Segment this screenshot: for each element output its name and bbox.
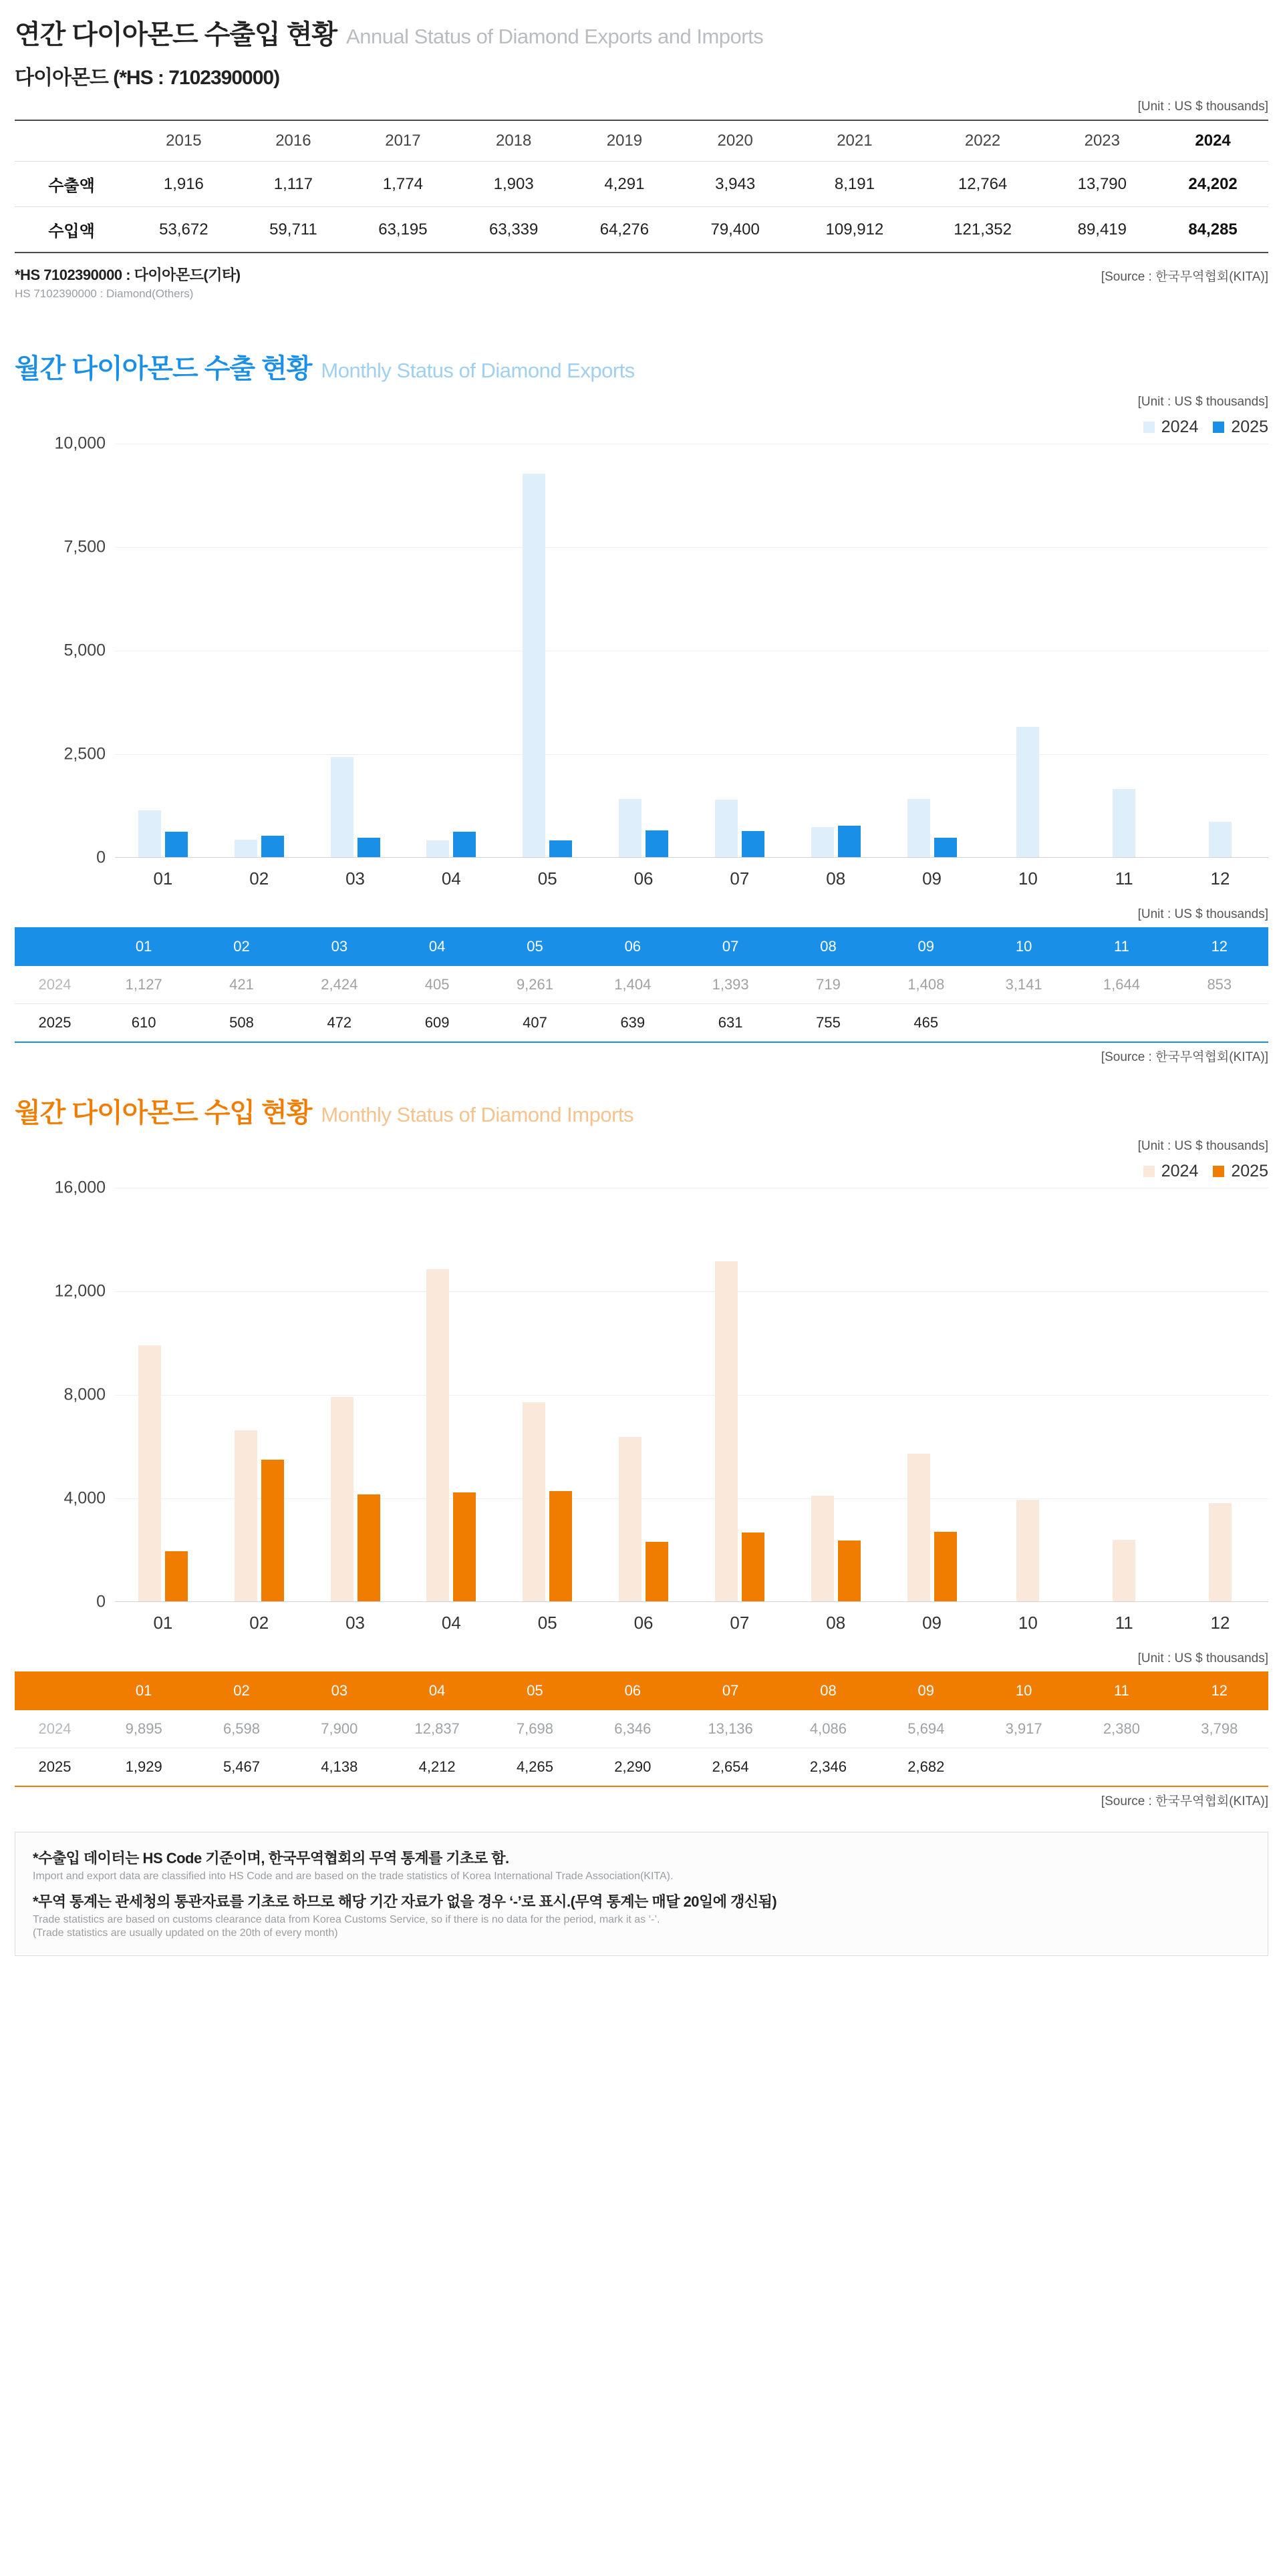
legend-swatch-icon: [1143, 422, 1155, 433]
exports-monthly-table: [15, 927, 1268, 1043]
exports-xtick-12: 12: [1210, 868, 1230, 889]
annual-export-2018: 1,903: [458, 162, 569, 207]
exports-section-header: [0, 347, 1283, 385]
exports-xtick-10: 10: [1018, 868, 1038, 889]
table-row: [15, 1710, 1268, 1748]
exports-col-10: 10: [1015, 938, 1032, 955]
imports-xtick-02: 02: [249, 1613, 269, 1633]
annual-year-2024: 2024: [1157, 120, 1268, 162]
imports-x-axis: [115, 1602, 1268, 1633]
bar-2024-02: [235, 840, 257, 857]
exports-group-01: [123, 444, 204, 857]
imports-title-en: Monthly Status of Diamond Imports: [321, 1103, 634, 1126]
exports-legend-2025: [1213, 418, 1268, 437]
exports-ytick-0: 0: [96, 848, 106, 867]
exports-2024-09: 1,408: [877, 966, 975, 1004]
imports-group-12: [1180, 1188, 1261, 1601]
annual-import-2017: 63,195: [347, 207, 458, 253]
annual-unit-label: [Unit : US $ thousands]: [1137, 100, 1268, 114]
imports-col-03: 03: [331, 1682, 348, 1699]
imports-group-11: [1084, 1188, 1165, 1601]
exports-2024-03: 2,424: [291, 966, 388, 1004]
imports-2025-12: [1171, 1748, 1268, 1787]
bar-2024-01: [138, 1345, 161, 1601]
bar-2024-07: [715, 1261, 738, 1601]
legend-swatch-icon: [1143, 1166, 1155, 1177]
imports-col-06: 06: [624, 1682, 642, 1699]
imports-xtick-10: 10: [1018, 1613, 1038, 1633]
exports-xtick-08: 08: [826, 868, 846, 889]
annual-table: [15, 120, 1268, 253]
exports-col-09: 09: [917, 938, 935, 955]
legend-swatch-icon: [1213, 1166, 1224, 1177]
bar-2024-09: [907, 799, 930, 857]
imports-2024-10: 3,917: [975, 1710, 1073, 1748]
imports-2024-02: 6,598: [192, 1710, 290, 1748]
footnote-2-en: Trade statistics are based on customs clearance data from Korea Customs Service, so if there is no data for the period, mark it as ‘-’.: [33, 1914, 660, 1925]
imports-2025-07: 2,654: [682, 1748, 779, 1787]
annual-row-label-exports: 수출액: [15, 162, 128, 207]
footnote-3-en: (Trade statistics are usually updated on the 20th of every month): [33, 1927, 338, 1939]
imports-legend-2024: [1143, 1162, 1199, 1181]
table-row: [15, 207, 1268, 253]
bar-2025-04: [453, 832, 476, 857]
exports-table-wrap: [0, 927, 1283, 1043]
imports-col-12: 12: [1211, 1682, 1228, 1699]
imports-2025-06: 2,290: [584, 1748, 682, 1787]
bar-2024-03: [331, 1397, 353, 1601]
bar-2025-01: [165, 832, 188, 857]
imports-xtick-05: 05: [537, 1613, 557, 1633]
annual-table-wrap: [0, 120, 1283, 253]
bar-2025-09: [934, 838, 957, 857]
bar-2025-08: [838, 1541, 861, 1601]
imports-unit-label: [Unit : US $ thousands]: [1137, 1139, 1268, 1153]
exports-group-03: [315, 444, 396, 857]
exports-2024-11: 1,644: [1073, 966, 1170, 1004]
bar-2024-06: [619, 1437, 642, 1601]
table-row: [15, 1748, 1268, 1787]
imports-ytick-4000: 4,000: [63, 1488, 106, 1508]
exports-col-03: 03: [331, 938, 348, 955]
imports-2024-01: 9,895: [95, 1710, 192, 1748]
annual-note: [0, 253, 1283, 301]
annual-import-2016: 59,711: [239, 207, 347, 253]
bar-2024-03: [331, 757, 353, 857]
imports-row-label-2024: 2024: [15, 1710, 95, 1748]
bar-2025-05: [549, 840, 572, 857]
imports-2024-07: 13,136: [682, 1710, 779, 1748]
exports-y-axis: [15, 434, 115, 867]
imports-ytick-8000: 8,000: [63, 1385, 106, 1404]
imports-group-05: [507, 1188, 588, 1601]
exports-col-11: 11: [1114, 938, 1129, 955]
imports-2025-09: 2,682: [877, 1748, 975, 1787]
exports-2024-12: 853: [1171, 966, 1268, 1004]
exports-xtick-02: 02: [249, 868, 269, 889]
annual-corner-cell: [15, 120, 128, 162]
annual-subtitle: 다이아몬드 (*HS : 7102390000): [15, 67, 280, 89]
bar-2024-02: [235, 1430, 257, 1601]
imports-col-05: 05: [527, 1682, 543, 1699]
annual-export-2016: 1,117: [239, 162, 347, 207]
exports-xtick-01: 01: [153, 868, 173, 889]
imports-row-label-2025: 2025: [15, 1748, 95, 1787]
bar-2024-01: [138, 810, 161, 857]
exports-group-11: [1084, 444, 1165, 857]
exports-col-07: 07: [722, 938, 739, 955]
imports-col-04: 04: [428, 1682, 446, 1699]
annual-year-2016: 2016: [239, 120, 347, 162]
exports-group-05: [507, 444, 588, 857]
annual-note-en: HS 7102390000 : Diamond(Others): [15, 287, 194, 300]
imports-plot-area: [115, 1188, 1268, 1602]
exports-group-12: [1180, 444, 1261, 857]
exports-col-06: 06: [624, 938, 642, 955]
exports-legend: [15, 415, 1268, 444]
bar-2025-03: [358, 1494, 380, 1601]
imports-bars: [115, 1188, 1268, 1601]
annual-import-2015: 53,672: [128, 207, 239, 253]
annual-year-2015: 2015: [128, 120, 239, 162]
bar-2025-09: [934, 1532, 957, 1601]
bar-2024-10: [1016, 727, 1039, 857]
annual-export-2015: 1,916: [128, 162, 239, 207]
exports-2025-02: 508: [192, 1004, 290, 1043]
annual-source-label: [Source : 한국무역협회(KITA)]: [1101, 270, 1268, 284]
imports-xtick-03: 03: [345, 1613, 366, 1633]
exports-chart-block: [0, 415, 1283, 898]
imports-2025-11: [1073, 1748, 1170, 1787]
annual-year-2020: 2020: [680, 120, 791, 162]
exports-2024-01: 1,127: [95, 966, 192, 1004]
exports-2025-04: 609: [388, 1004, 486, 1043]
exports-col-08: 08: [820, 938, 837, 955]
exports-2024-07: 1,393: [682, 966, 779, 1004]
exports-xtick-04: 04: [441, 868, 461, 889]
annual-export-2022: 12,764: [919, 162, 1047, 207]
bar-2024-10: [1016, 1500, 1039, 1601]
imports-col-09: 09: [917, 1682, 935, 1699]
imports-2024-06: 6,346: [584, 1710, 682, 1748]
annual-import-2023: 89,419: [1046, 207, 1157, 253]
imports-group-07: [699, 1188, 780, 1601]
exports-2025-11: [1073, 1004, 1170, 1043]
exports-table-unit-label: [Unit : US $ thousands]: [1137, 907, 1268, 921]
imports-col-11: 11: [1114, 1682, 1129, 1699]
imports-col-01: 01: [135, 1682, 152, 1699]
imports-2024-03: 7,900: [291, 1710, 388, 1748]
bar-2024-12: [1209, 822, 1232, 857]
exports-bar-chart: [15, 434, 1268, 898]
imports-xtick-01: 01: [153, 1613, 173, 1633]
exports-title-en: Monthly Status of Diamond Exports: [321, 359, 635, 382]
imports-table-wrap: [0, 1671, 1283, 1787]
imports-2025-01: 1,929: [95, 1748, 192, 1787]
annual-title-en: Annual Status of Diamond Exports and Imports: [346, 25, 764, 48]
imports-title-ko: 월간 다이아몬드 수입 현황: [15, 1098, 312, 1128]
imports-xtick-08: 08: [826, 1613, 846, 1633]
footnote-1-en: Import and export data are classified into HS Code and are based on the trade statistics of Korea International Trade Association(KITA).: [33, 1871, 674, 1882]
annual-export-2024: 24,202: [1157, 162, 1268, 207]
bar-2024-08: [811, 827, 834, 857]
annual-year-2021: 2021: [791, 120, 919, 162]
annual-note-ko: *HS 7102390000 : 다이아몬드(기타): [15, 267, 241, 283]
bar-2024-07: [715, 800, 738, 857]
imports-2025-02: 5,467: [192, 1748, 290, 1787]
annual-table-header-row: [15, 120, 1268, 162]
imports-legend: [15, 1159, 1268, 1188]
imports-table-corner: [15, 1671, 95, 1710]
imports-2024-08: 4,086: [779, 1710, 877, 1748]
legend-swatch-icon: [1213, 422, 1224, 433]
bar-2024-05: [523, 1402, 545, 1601]
imports-chart-block: [0, 1159, 1283, 1642]
imports-xtick-06: 06: [633, 1613, 654, 1633]
exports-group-06: [603, 444, 684, 857]
bar-2024-05: [523, 474, 545, 857]
footnote-1-ko: *수출입 데이터는 HS Code 기준이며, 한국무역협회의 무역 통계를 기초로 함.: [33, 1850, 509, 1867]
exports-ytick-7500: 7,500: [63, 537, 106, 556]
imports-2024-11: 2,380: [1073, 1710, 1170, 1748]
annual-year-2023: 2023: [1046, 120, 1157, 162]
imports-bar-chart: [15, 1178, 1268, 1642]
exports-ytick-2500: 2,500: [63, 744, 106, 764]
exports-2024-02: 421: [192, 966, 290, 1004]
imports-2024-09: 5,694: [877, 1710, 975, 1748]
exports-2025-03: 472: [291, 1004, 388, 1043]
annual-import-2022: 121,352: [919, 207, 1047, 253]
imports-col-07: 07: [722, 1682, 739, 1699]
annual-import-2024: 84,285: [1157, 207, 1268, 253]
exports-2025-10: [975, 1004, 1073, 1043]
exports-bars: [115, 444, 1268, 857]
bar-2024-04: [426, 1269, 449, 1601]
annual-export-2020: 3,943: [680, 162, 791, 207]
exports-xtick-06: 06: [633, 868, 654, 889]
imports-source-label: [Source : 한국무역협회(KITA)]: [1101, 1794, 1268, 1808]
imports-2024-05: 7,698: [486, 1710, 583, 1748]
exports-2025-06: 639: [584, 1004, 682, 1043]
exports-group-04: [411, 444, 492, 857]
bar-2025-07: [742, 1533, 764, 1601]
annual-import-2021: 109,912: [791, 207, 919, 253]
imports-y-axis: [15, 1178, 115, 1611]
bar-2024-04: [426, 840, 449, 857]
exports-unit-label: [Unit : US $ thousands]: [1137, 395, 1268, 409]
annual-row-label-imports: 수입액: [15, 207, 128, 253]
imports-2024-04: 12,837: [388, 1710, 486, 1748]
bar-2025-01: [165, 1551, 188, 1601]
bar-2024-06: [619, 799, 642, 857]
annual-year-2022: 2022: [919, 120, 1047, 162]
imports-monthly-table: [15, 1671, 1268, 1787]
annual-import-2018: 63,339: [458, 207, 569, 253]
imports-group-02: [219, 1188, 299, 1601]
annual-import-2020: 79,400: [680, 207, 791, 253]
exports-xtick-09: 09: [922, 868, 942, 889]
exports-xtick-05: 05: [537, 868, 557, 889]
imports-2025-04: 4,212: [388, 1748, 486, 1787]
exports-2024-04: 405: [388, 966, 486, 1004]
annual-import-2019: 64,276: [569, 207, 680, 253]
imports-group-03: [315, 1188, 396, 1601]
exports-group-08: [795, 444, 876, 857]
exports-2024-08: 719: [779, 966, 877, 1004]
annual-year-2017: 2017: [347, 120, 458, 162]
imports-ytick-0: 0: [96, 1592, 106, 1611]
exports-2025-05: 407: [486, 1004, 583, 1043]
exports-xtick-11: 11: [1115, 868, 1133, 889]
exports-x-axis: [115, 858, 1268, 889]
exports-source-label: [Source : 한국무역협회(KITA)]: [1101, 1050, 1268, 1064]
exports-2025-08: 755: [779, 1004, 877, 1043]
imports-2025-08: 2,346: [779, 1748, 877, 1787]
exports-title-ko: 월간 다이아몬드 수출 현황: [15, 354, 312, 383]
bar-2025-03: [358, 838, 380, 857]
exports-group-09: [891, 444, 972, 857]
bar-2024-08: [811, 1496, 834, 1601]
imports-table-header-row: [15, 1671, 1268, 1710]
exports-2024-10: 3,141: [975, 966, 1073, 1004]
annual-year-2018: 2018: [458, 120, 569, 162]
annual-year-2019: 2019: [569, 120, 680, 162]
exports-ytick-5000: 5,000: [63, 641, 106, 660]
imports-xtick-04: 04: [441, 1613, 461, 1633]
imports-xtick-11: 11: [1115, 1613, 1133, 1633]
imports-ytick-12000: 12,000: [54, 1281, 106, 1301]
imports-legend-label-2025: 2025: [1231, 1162, 1268, 1180]
imports-group-09: [891, 1188, 972, 1601]
annual-export-2017: 1,774: [347, 162, 458, 207]
imports-2025-05: 4,265: [486, 1748, 583, 1787]
exports-col-12: 12: [1211, 938, 1228, 955]
imports-col-02: 02: [233, 1682, 250, 1699]
exports-group-10: [988, 444, 1068, 857]
exports-row-label-2025: 2025: [15, 1004, 95, 1043]
exports-col-01: 01: [135, 938, 152, 955]
imports-col-10: 10: [1015, 1682, 1032, 1699]
imports-2025-10: [975, 1748, 1073, 1787]
exports-legend-label-2024: 2024: [1161, 418, 1199, 436]
imports-legend-label-2024: 2024: [1161, 1162, 1199, 1180]
bar-2025-02: [261, 1460, 284, 1601]
exports-plot-area: [115, 444, 1268, 858]
bar-2025-06: [646, 1542, 668, 1601]
bar-2025-06: [646, 830, 668, 857]
exports-group-07: [699, 444, 780, 857]
imports-2024-12: 3,798: [1171, 1710, 1268, 1748]
imports-col-08: 08: [820, 1682, 837, 1699]
imports-xtick-12: 12: [1210, 1613, 1230, 1633]
exports-xtick-07: 07: [730, 868, 750, 889]
imports-group-10: [988, 1188, 1068, 1601]
table-row: [15, 966, 1268, 1004]
exports-2025-09: 465: [877, 1004, 975, 1043]
annual-export-2019: 4,291: [569, 162, 680, 207]
exports-2024-06: 1,404: [584, 966, 682, 1004]
imports-group-01: [123, 1188, 204, 1601]
bar-2024-11: [1113, 789, 1135, 857]
exports-2025-01: 610: [95, 1004, 192, 1043]
exports-2025-12: [1171, 1004, 1268, 1043]
bar-2025-04: [453, 1492, 476, 1601]
exports-legend-label-2025: 2025: [1231, 418, 1268, 436]
exports-col-05: 05: [527, 938, 543, 955]
bar-2024-12: [1209, 1503, 1232, 1601]
annual-title-ko: 연간 다이아몬드 수출입 현황: [15, 20, 337, 49]
exports-col-02: 02: [233, 938, 250, 955]
exports-xtick-03: 03: [345, 868, 366, 889]
imports-group-06: [603, 1188, 684, 1601]
imports-group-04: [411, 1188, 492, 1601]
imports-2025-03: 4,138: [291, 1748, 388, 1787]
footnotes-box: [15, 1832, 1268, 1956]
bar-2025-05: [549, 1491, 572, 1601]
imports-section-header: [0, 1092, 1283, 1130]
exports-ytick-10000: 10,000: [54, 434, 106, 453]
annual-export-2021: 8,191: [791, 162, 919, 207]
imports-group-08: [795, 1188, 876, 1601]
bar-2025-07: [742, 831, 764, 857]
imports-table-unit-label: [Unit : US $ thousands]: [1137, 1651, 1268, 1665]
annual-section-header: [0, 0, 1283, 51]
exports-row-label-2024: 2024: [15, 966, 95, 1004]
footnote-2-ko: *무역 통계는 관세청의 통관자료를 기초로 하므로 해당 기간 자료가 없을 경우 ‘-’로 표시.(무역 통계는 매달 20일에 갱신됨): [33, 1893, 777, 1910]
bar-2024-09: [907, 1454, 930, 1601]
exports-col-04: 04: [428, 938, 446, 955]
exports-group-02: [219, 444, 299, 857]
bar-2025-08: [838, 826, 861, 857]
imports-ytick-16000: 16,000: [54, 1178, 106, 1197]
bar-2024-11: [1113, 1540, 1135, 1601]
imports-legend-2025: [1213, 1162, 1268, 1181]
exports-2025-07: 631: [682, 1004, 779, 1043]
exports-table-header-row: [15, 927, 1268, 966]
exports-legend-2024: [1143, 418, 1199, 437]
exports-2024-05: 9,261: [486, 966, 583, 1004]
exports-table-corner: [15, 927, 95, 966]
imports-xtick-09: 09: [922, 1613, 942, 1633]
annual-export-2023: 13,790: [1046, 162, 1157, 207]
table-row: [15, 1004, 1268, 1043]
imports-xtick-07: 07: [730, 1613, 750, 1633]
bar-2025-02: [261, 836, 284, 857]
table-row: [15, 162, 1268, 207]
